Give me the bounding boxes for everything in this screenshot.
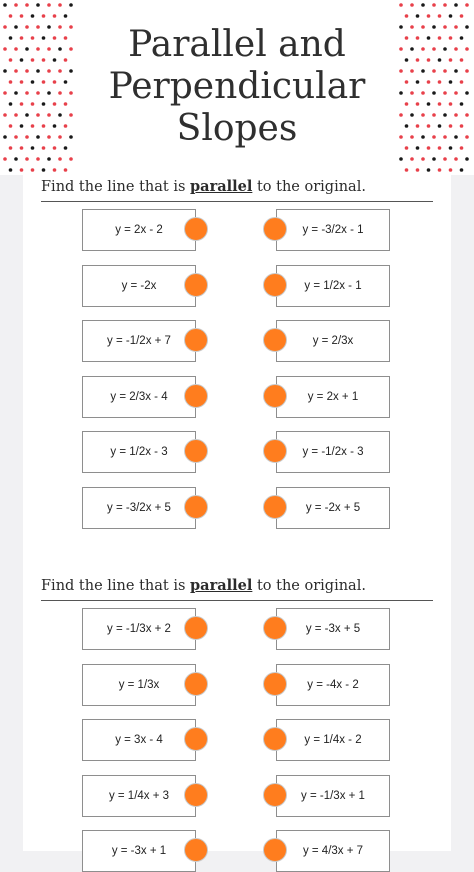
- answer-line-card[interactable]: y = 2x + 1: [276, 376, 390, 418]
- original-line-card[interactable]: y = 1/2x - 3: [82, 431, 196, 473]
- answer-line-card[interactable]: y = 2/3x: [276, 320, 390, 362]
- answer-line-card[interactable]: y = -1/2x - 3: [276, 431, 390, 473]
- instruction-text: [41, 577, 366, 599]
- connector-dot-right[interactable]: [263, 727, 287, 751]
- page-title: Parallel and Perpendicular Slopes: [108, 24, 366, 149]
- connector-dot-right[interactable]: [263, 384, 287, 408]
- polka-dot-decoration-right: [396, 0, 474, 175]
- original-line-card[interactable]: y = 1/3x: [82, 664, 196, 706]
- connector-dot-right[interactable]: [263, 495, 287, 519]
- answer-line-card[interactable]: y = -4x - 2: [276, 664, 390, 706]
- connector-dot-right[interactable]: [263, 217, 287, 241]
- original-line-card[interactable]: y = -1/3x + 2: [82, 608, 196, 650]
- original-line-card[interactable]: y = 2/3x - 4: [82, 376, 196, 418]
- connector-dot-left[interactable]: [184, 273, 208, 297]
- connector-dot-left[interactable]: [184, 439, 208, 463]
- instruction-suffix: to the original.: [256, 578, 366, 594]
- connector-dot-left[interactable]: [184, 727, 208, 751]
- instruction-prefix: Find the line that is: [41, 179, 186, 195]
- answer-line-card[interactable]: y = 1/4x - 2: [276, 719, 390, 761]
- connector-dot-right[interactable]: [263, 783, 287, 807]
- connector-dot-left[interactable]: [184, 783, 208, 807]
- section-divider: [41, 600, 433, 601]
- polka-dot-decoration-left: [0, 0, 78, 175]
- answer-line-card[interactable]: y = 4/3x + 7: [276, 830, 390, 872]
- instruction-keyword: parallel: [190, 178, 253, 195]
- original-line-card[interactable]: y = -2x: [82, 265, 196, 307]
- worksheet-header: [0, 0, 474, 175]
- answer-line-card[interactable]: y = -2x + 5: [276, 487, 390, 529]
- connector-dot-right[interactable]: [263, 672, 287, 696]
- instruction-text: [41, 178, 366, 200]
- connector-dot-right[interactable]: [263, 838, 287, 862]
- connector-dot-right[interactable]: [263, 616, 287, 640]
- original-line-card[interactable]: y = 1/4x + 3: [82, 775, 196, 817]
- connector-dot-left[interactable]: [184, 328, 208, 352]
- connector-dot-left[interactable]: [184, 838, 208, 862]
- worksheet: [23, 175, 451, 857]
- connector-dot-left[interactable]: [184, 217, 208, 241]
- instruction-keyword: parallel: [190, 577, 253, 594]
- instruction-suffix: to the original.: [256, 179, 366, 195]
- section-divider: [41, 201, 433, 202]
- connector-dot-left[interactable]: [184, 495, 208, 519]
- original-line-card[interactable]: y = -3x + 1: [82, 830, 196, 872]
- answer-line-card[interactable]: y = -1/3x + 1: [276, 775, 390, 817]
- connector-dot-right[interactable]: [263, 328, 287, 352]
- answer-line-card[interactable]: y = -3x + 5: [276, 608, 390, 650]
- original-line-card[interactable]: y = -1/2x + 7: [82, 320, 196, 362]
- instruction-prefix: Find the line that is: [41, 578, 186, 594]
- answer-line-card[interactable]: y = 1/2x - 1: [276, 265, 390, 307]
- connector-dot-left[interactable]: [184, 384, 208, 408]
- connector-dot-left[interactable]: [184, 672, 208, 696]
- answer-line-card[interactable]: y = -3/2x - 1: [276, 209, 390, 251]
- original-line-card[interactable]: y = -3/2x + 5: [82, 487, 196, 529]
- connector-dot-right[interactable]: [263, 273, 287, 297]
- original-line-card[interactable]: y = 3x - 4: [82, 719, 196, 761]
- connector-dot-left[interactable]: [184, 616, 208, 640]
- connector-dot-right[interactable]: [263, 439, 287, 463]
- original-line-card[interactable]: y = 2x - 2: [82, 209, 196, 251]
